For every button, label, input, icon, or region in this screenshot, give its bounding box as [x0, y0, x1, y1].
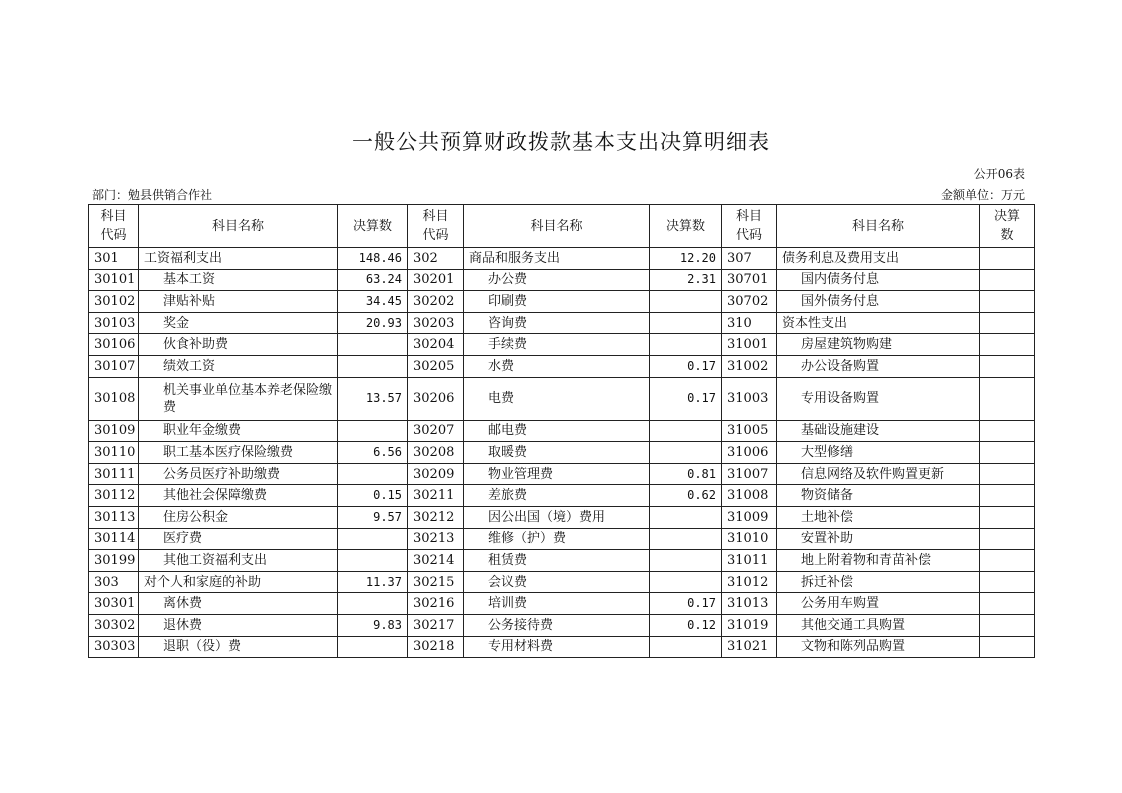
amount-cell — [338, 355, 408, 377]
amount-cell: 63.24 — [338, 269, 408, 291]
subject-code-cell: 31013 — [722, 593, 777, 615]
amount-cell: 20.93 — [338, 312, 408, 334]
subject-name-cell: 职工基本医疗保险缴费 — [139, 442, 338, 464]
subject-name-cell: 手续费 — [464, 334, 650, 356]
amount-cell — [980, 571, 1035, 593]
amount-cell — [980, 463, 1035, 485]
amount-cell: 2.31 — [650, 269, 722, 291]
subject-name-cell: 对个人和家庭的补助 — [139, 571, 338, 593]
amount-unit-label: 金额单位：万元 — [940, 188, 1025, 202]
subject-code-cell: 31009 — [722, 506, 777, 528]
subject-code-cell: 30112 — [89, 485, 139, 507]
amount-cell — [980, 550, 1035, 572]
subject-name-cell: 专用材料费 — [464, 636, 650, 658]
amount-cell: 9.83 — [338, 614, 408, 636]
subject-code-cell: 301 — [89, 248, 139, 270]
amount-cell: 12.20 — [650, 248, 722, 270]
subject-name-cell: 奖金 — [139, 312, 338, 334]
amount-cell — [650, 571, 722, 593]
subject-name-cell: 公务用车购置 — [777, 593, 980, 615]
subject-name-cell: 绩效工资 — [139, 355, 338, 377]
amount-cell — [338, 463, 408, 485]
subject-code-cell: 30101 — [89, 269, 139, 291]
subject-code-cell: 30107 — [89, 355, 139, 377]
subject-code-cell: 30215 — [408, 571, 464, 593]
table-row — [89, 248, 1035, 270]
subject-name-cell: 资本性支出 — [777, 312, 980, 334]
subject-code-cell: 30217 — [408, 614, 464, 636]
amount-cell: 0.17 — [650, 355, 722, 377]
subject-code-cell: 303 — [89, 571, 139, 593]
amount-cell — [338, 636, 408, 658]
table-row — [89, 420, 1035, 442]
amount-cell — [980, 636, 1035, 658]
amount-cell — [980, 355, 1035, 377]
header-name: 科目名称 — [464, 205, 650, 248]
subject-name-cell: 差旅费 — [464, 485, 650, 507]
subject-code-cell: 30206 — [408, 377, 464, 420]
subject-code-cell: 30211 — [408, 485, 464, 507]
department-label: 部门：勉县供销合作社 — [92, 188, 213, 202]
table-row — [89, 571, 1035, 593]
subject-code-cell: 30301 — [89, 593, 139, 615]
subject-code-cell: 30702 — [722, 291, 777, 313]
subject-name-cell: 培训费 — [464, 593, 650, 615]
table-number: 公开06表 — [973, 167, 1025, 181]
subject-name-cell: 公务员医疗补助缴费 — [139, 463, 338, 485]
header-code: 科目 代码 — [89, 205, 139, 248]
subject-code-cell: 30208 — [408, 442, 464, 464]
subject-code-cell: 30111 — [89, 463, 139, 485]
subject-code-cell: 30302 — [89, 614, 139, 636]
subject-name-cell: 物资储备 — [777, 485, 980, 507]
subject-code-cell: 30701 — [722, 269, 777, 291]
subject-name-cell: 离休费 — [139, 593, 338, 615]
subject-name-cell: 退休费 — [139, 614, 338, 636]
subject-code-cell: 30214 — [408, 550, 464, 572]
subject-name-cell: 会议费 — [464, 571, 650, 593]
amount-cell: 0.81 — [650, 463, 722, 485]
subject-name-cell: 维修（护）费 — [464, 528, 650, 550]
amount-cell: 13.57 — [338, 377, 408, 420]
amount-cell — [338, 334, 408, 356]
subject-code-cell: 30108 — [89, 377, 139, 420]
subject-code-cell: 31019 — [722, 614, 777, 636]
amount-cell — [980, 420, 1035, 442]
amount-cell — [980, 506, 1035, 528]
amount-cell — [650, 420, 722, 442]
amount-cell — [980, 312, 1035, 334]
subject-code-cell: 30303 — [89, 636, 139, 658]
amount-cell — [650, 334, 722, 356]
amount-cell — [650, 550, 722, 572]
subject-code-cell: 31010 — [722, 528, 777, 550]
amount-cell — [980, 334, 1035, 356]
subject-name-cell: 信息网络及软件购置更新 — [777, 463, 980, 485]
amount-cell — [650, 506, 722, 528]
amount-cell: 0.17 — [650, 593, 722, 615]
report-title: 一般公共预算财政拨款基本支出决算明细表 — [352, 130, 770, 154]
subject-name-cell: 办公费 — [464, 269, 650, 291]
amount-cell — [650, 636, 722, 658]
table-row — [89, 485, 1035, 507]
amount-cell — [980, 442, 1035, 464]
table-row — [89, 269, 1035, 291]
header-amount: 决算数 — [650, 205, 722, 248]
subject-code-cell: 31005 — [722, 420, 777, 442]
amount-cell — [980, 269, 1035, 291]
table-row — [89, 614, 1035, 636]
amount-cell: 148.46 — [338, 248, 408, 270]
amount-cell: 0.15 — [338, 485, 408, 507]
subject-name-cell: 租赁费 — [464, 550, 650, 572]
header-name: 科目名称 — [139, 205, 338, 248]
subject-name-cell: 因公出国（境）费用 — [464, 506, 650, 528]
table-row — [89, 377, 1035, 420]
subject-code-cell: 30218 — [408, 636, 464, 658]
subject-code-cell: 31008 — [722, 485, 777, 507]
subject-code-cell: 31001 — [722, 334, 777, 356]
subject-code-cell: 31007 — [722, 463, 777, 485]
table-row — [89, 593, 1035, 615]
amount-cell: 0.17 — [650, 377, 722, 420]
subject-name-cell: 其他工资福利支出 — [139, 550, 338, 572]
subject-name-cell: 房屋建筑物购建 — [777, 334, 980, 356]
amount-cell — [980, 248, 1035, 270]
subject-code-cell: 30103 — [89, 312, 139, 334]
table-row — [89, 550, 1035, 572]
table-header-row — [89, 205, 1035, 248]
subject-name-cell: 办公设备购置 — [777, 355, 980, 377]
amount-cell: 0.62 — [650, 485, 722, 507]
subject-name-cell: 机关事业单位基本养老保险缴费 — [139, 377, 338, 420]
subject-name-cell: 伙食补助费 — [139, 334, 338, 356]
subject-name-cell: 土地补偿 — [777, 506, 980, 528]
subject-code-cell: 30216 — [408, 593, 464, 615]
subject-code-cell: 30102 — [89, 291, 139, 313]
subject-code-cell: 30203 — [408, 312, 464, 334]
amount-cell: 34.45 — [338, 291, 408, 313]
subject-name-cell: 取暖费 — [464, 442, 650, 464]
subject-code-cell: 30201 — [408, 269, 464, 291]
header-amount: 决算 数 — [980, 205, 1035, 248]
subject-code-cell: 30199 — [89, 550, 139, 572]
amount-cell — [338, 550, 408, 572]
subject-code-cell: 30202 — [408, 291, 464, 313]
subject-name-cell: 文物和陈列品购置 — [777, 636, 980, 658]
subject-name-cell: 其他交通工具购置 — [777, 614, 980, 636]
subject-code-cell: 30209 — [408, 463, 464, 485]
amount-cell — [980, 593, 1035, 615]
subject-code-cell: 30207 — [408, 420, 464, 442]
table-row — [89, 528, 1035, 550]
subject-name-cell: 医疗费 — [139, 528, 338, 550]
subject-name-cell: 住房公积金 — [139, 506, 338, 528]
amount-cell: 9.57 — [338, 506, 408, 528]
subject-name-cell: 专用设备购置 — [777, 377, 980, 420]
table-row — [89, 636, 1035, 658]
subject-code-cell: 31012 — [722, 571, 777, 593]
amount-cell — [980, 377, 1035, 420]
subject-code-cell: 30212 — [408, 506, 464, 528]
subject-name-cell: 工资福利支出 — [139, 248, 338, 270]
subject-code-cell: 310 — [722, 312, 777, 334]
subject-code-cell: 31003 — [722, 377, 777, 420]
subject-name-cell: 地上附着物和青苗补偿 — [777, 550, 980, 572]
amount-cell — [650, 442, 722, 464]
subject-code-cell: 30114 — [89, 528, 139, 550]
table-row — [89, 355, 1035, 377]
amount-cell — [650, 312, 722, 334]
subject-name-cell: 公务接待费 — [464, 614, 650, 636]
amount-cell — [338, 593, 408, 615]
amount-cell — [650, 528, 722, 550]
subject-code-cell: 302 — [408, 248, 464, 270]
subject-code-cell: 30205 — [408, 355, 464, 377]
subject-name-cell: 国外债务付息 — [777, 291, 980, 313]
subject-code-cell: 30204 — [408, 334, 464, 356]
amount-cell: 6.56 — [338, 442, 408, 464]
subject-name-cell: 安置补助 — [777, 528, 980, 550]
header-name: 科目名称 — [777, 205, 980, 248]
subject-name-cell: 商品和服务支出 — [464, 248, 650, 270]
table-row — [89, 463, 1035, 485]
table-row — [89, 506, 1035, 528]
header-code: 科目 代码 — [722, 205, 777, 248]
expenditure-table — [88, 204, 1035, 658]
subject-name-cell: 津贴补贴 — [139, 291, 338, 313]
subject-name-cell: 大型修缮 — [777, 442, 980, 464]
subject-name-cell: 拆迁补偿 — [777, 571, 980, 593]
subject-name-cell: 退职（役）费 — [139, 636, 338, 658]
subject-code-cell: 31002 — [722, 355, 777, 377]
table-row — [89, 312, 1035, 334]
table-row — [89, 442, 1035, 464]
subject-name-cell: 咨询费 — [464, 312, 650, 334]
subject-name-cell: 职业年金缴费 — [139, 420, 338, 442]
subject-code-cell: 30110 — [89, 442, 139, 464]
amount-cell — [980, 485, 1035, 507]
amount-cell — [980, 528, 1035, 550]
subject-name-cell: 邮电费 — [464, 420, 650, 442]
amount-cell — [338, 528, 408, 550]
subject-code-cell: 30113 — [89, 506, 139, 528]
amount-cell — [338, 420, 408, 442]
amount-cell: 11.37 — [338, 571, 408, 593]
subject-code-cell: 30109 — [89, 420, 139, 442]
subject-code-cell: 30213 — [408, 528, 464, 550]
subject-name-cell: 印刷费 — [464, 291, 650, 313]
subject-name-cell: 国内债务付息 — [777, 269, 980, 291]
subject-name-cell: 其他社会保障缴费 — [139, 485, 338, 507]
subject-name-cell: 债务利息及费用支出 — [777, 248, 980, 270]
subject-code-cell: 31021 — [722, 636, 777, 658]
subject-name-cell: 物业管理费 — [464, 463, 650, 485]
subject-code-cell: 30106 — [89, 334, 139, 356]
amount-cell — [980, 291, 1035, 313]
subject-code-cell: 31011 — [722, 550, 777, 572]
subject-name-cell: 电费 — [464, 377, 650, 420]
subject-name-cell: 水费 — [464, 355, 650, 377]
amount-cell — [980, 614, 1035, 636]
subject-name-cell: 基础设施建设 — [777, 420, 980, 442]
subject-name-cell: 基本工资 — [139, 269, 338, 291]
header-code: 科目 代码 — [408, 205, 464, 248]
amount-cell: 0.12 — [650, 614, 722, 636]
subject-code-cell: 307 — [722, 248, 777, 270]
header-amount: 决算数 — [338, 205, 408, 248]
table-row — [89, 291, 1035, 313]
subject-code-cell: 31006 — [722, 442, 777, 464]
table-row — [89, 334, 1035, 356]
amount-cell — [650, 291, 722, 313]
